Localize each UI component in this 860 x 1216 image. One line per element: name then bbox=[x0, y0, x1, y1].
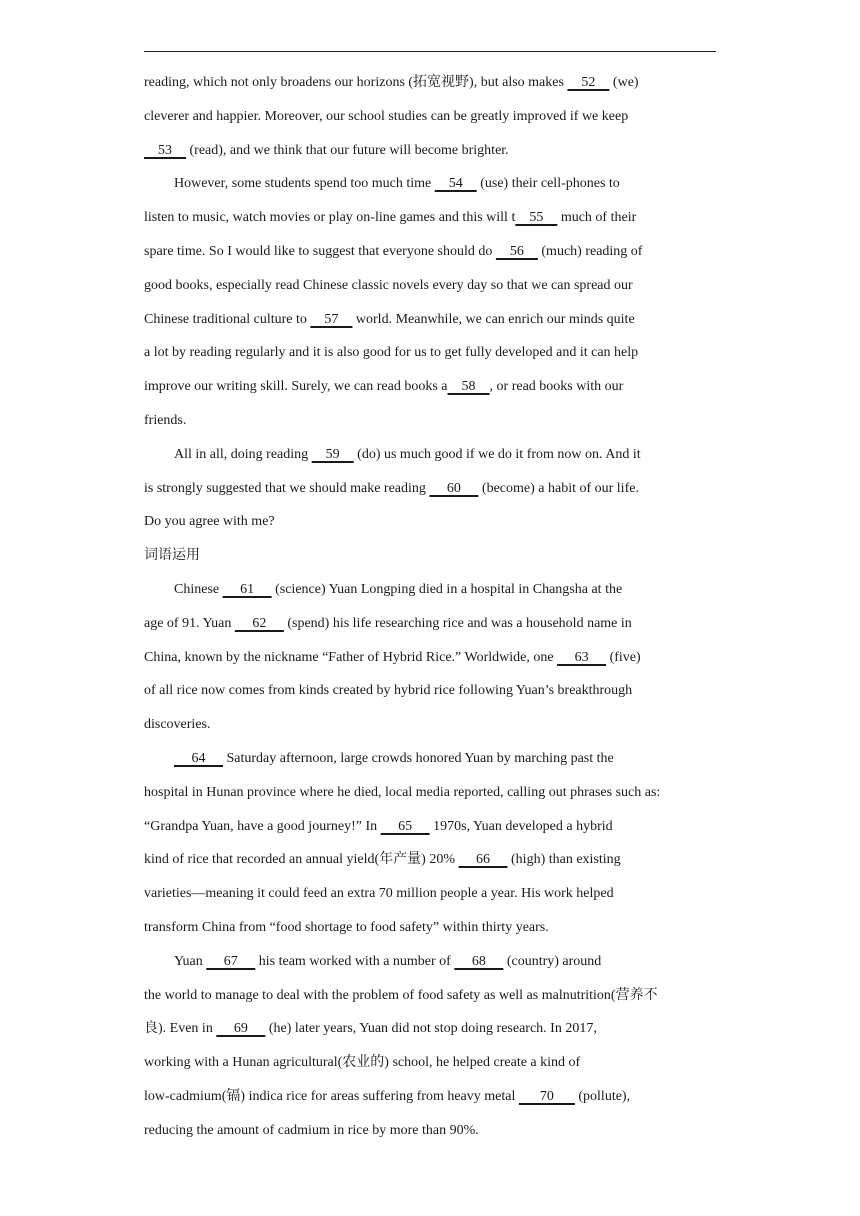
text-segment: kind of rice that recorded an annual yield(年产量) 20% bbox=[144, 852, 459, 868]
text-segment: world. Meanwhile, we can enrich our minds quite bbox=[352, 311, 635, 327]
text-segment: his team worked with a number of bbox=[255, 953, 455, 969]
text-segment: discoveries. bbox=[144, 717, 211, 733]
answer-blank: 69 bbox=[216, 1021, 266, 1037]
text-line bbox=[144, 911, 720, 945]
answer-blank: 52 bbox=[567, 75, 610, 90]
text-segment: cleverer and happier. Moreover, our school studies can be greatly improved if we keep bbox=[144, 108, 629, 124]
text-segment: (pollute), bbox=[574, 1088, 631, 1104]
text-segment: good books, especially read Chinese classic novels every day so that we can spread our bbox=[144, 277, 633, 293]
text-segment: (we) bbox=[609, 75, 639, 90]
text-segment: (he) later years, Yuan did not stop doing research. In 2017, bbox=[265, 1021, 597, 1037]
text-line bbox=[144, 979, 720, 1013]
text-segment: “Grandpa Yuan, have a good journey!” In bbox=[144, 818, 381, 834]
text-line bbox=[144, 877, 720, 911]
passage-text bbox=[144, 66, 720, 1148]
text-segment: (become) a habit of our life. bbox=[478, 480, 639, 496]
text-segment: age of 91. Yuan bbox=[144, 615, 235, 631]
text-line bbox=[144, 66, 720, 100]
answer-blank: 55 bbox=[515, 210, 558, 226]
text-segment: (do) us much good if we do it from now on. And it bbox=[353, 446, 641, 462]
text-line bbox=[144, 1114, 720, 1148]
answer-blank: 68 bbox=[454, 953, 504, 969]
text-segment: (science) Yuan Longping died in a hospital in Changsha at the bbox=[271, 581, 623, 597]
answer-blank: 57 bbox=[310, 311, 353, 327]
text-segment: improve our writing skill. Surely, we can read books a bbox=[144, 379, 448, 395]
text-segment: Chinese bbox=[174, 581, 223, 597]
text-line bbox=[144, 573, 720, 607]
text-line bbox=[144, 1046, 720, 1080]
text-line bbox=[144, 269, 720, 303]
text-segment: working with a Hunan agricultural(农业的) school, he helped create a kind of bbox=[144, 1055, 581, 1071]
text-line bbox=[144, 336, 720, 370]
text-segment: a lot by reading regularly and it is also good for us to get fully developed and it can help bbox=[144, 345, 639, 361]
text-segment: However, some students spend too much time bbox=[174, 176, 435, 192]
text-segment: low-cadmium(镉) indica rice for areas suffering from heavy metal bbox=[144, 1088, 519, 1104]
text-segment: China, known by the nickname “Father of Hybrid Rice.” Worldwide, one bbox=[144, 649, 558, 665]
text-segment: much of their bbox=[557, 210, 637, 226]
text-line bbox=[144, 303, 720, 337]
text-line bbox=[144, 843, 720, 877]
text-segment: (much) reading of bbox=[537, 243, 643, 259]
text-segment: transform China from “food shortage to food safety” within thirty years. bbox=[144, 919, 549, 935]
text-segment: , or read books with our bbox=[489, 379, 624, 395]
text-line bbox=[144, 201, 720, 235]
text-line bbox=[144, 776, 720, 810]
text-line bbox=[144, 1080, 720, 1114]
answer-blank: 70 bbox=[518, 1088, 575, 1104]
answer-blank: 67 bbox=[206, 953, 256, 969]
text-segment: (high) than existing bbox=[507, 852, 621, 868]
text-segment: friends. bbox=[144, 412, 187, 428]
text-line bbox=[144, 810, 720, 844]
text-segment: 良). Even in bbox=[144, 1021, 217, 1037]
text-segment: is strongly suggested that we should make reading bbox=[144, 480, 430, 496]
answer-blank: 66 bbox=[458, 852, 508, 868]
answer-blank: 63 bbox=[557, 649, 607, 665]
text-segment: of all rice now comes from kinds created by hybrid rice following Yuan’s breakthrough bbox=[144, 683, 633, 699]
answer-blank: 65 bbox=[380, 818, 430, 834]
answer-blank: 54 bbox=[434, 176, 477, 192]
text-segment: Chinese traditional culture to bbox=[144, 311, 311, 327]
answer-blank: 64 bbox=[174, 750, 223, 766]
text-line bbox=[144, 370, 720, 404]
text-segment: varieties—meaning it could feed an extra 70 million people a year. His work helped bbox=[144, 886, 614, 902]
answer-blank: 59 bbox=[311, 446, 354, 462]
text-segment: Yuan bbox=[174, 953, 207, 969]
answer-blank: 60 bbox=[429, 480, 479, 496]
text-segment: listen to music, watch movies or play on-line games and this will t bbox=[144, 210, 516, 226]
text-line bbox=[144, 235, 720, 269]
text-line bbox=[144, 1012, 720, 1046]
text-line bbox=[144, 742, 720, 776]
text-line bbox=[144, 100, 720, 134]
text-segment: hospital in Hunan province where he died, local media reported, calling out phrases such as: bbox=[144, 784, 661, 800]
text-segment: (country) around bbox=[503, 953, 602, 969]
text-line bbox=[144, 945, 720, 979]
text-line bbox=[144, 472, 720, 506]
text-line bbox=[144, 167, 720, 201]
text-line bbox=[144, 607, 720, 641]
text-segment: spare time. So I would like to suggest that everyone should do bbox=[144, 243, 496, 259]
text-segment: Do you agree with me? bbox=[144, 514, 275, 530]
text-segment: Saturday afternoon, large crowds honored Yuan by marching past the bbox=[223, 750, 614, 766]
text-line bbox=[144, 438, 720, 472]
text-line bbox=[144, 134, 720, 168]
answer-blank: 53 bbox=[144, 142, 186, 158]
text-line bbox=[144, 708, 720, 742]
answer-blank: 56 bbox=[495, 243, 538, 259]
text-segment: 1970s, Yuan developed a hybrid bbox=[429, 818, 613, 834]
text-segment: All in all, doing reading bbox=[174, 446, 312, 462]
text-segment: (spend) his life researching rice and was a household name in bbox=[283, 615, 632, 631]
text-line bbox=[144, 641, 720, 675]
section-heading bbox=[144, 539, 720, 573]
answer-blank: 61 bbox=[222, 581, 272, 597]
text-line bbox=[144, 674, 720, 708]
header-rule bbox=[144, 51, 716, 52]
text-segment: 词语运用 bbox=[144, 548, 200, 564]
text-segment: reducing the amount of cadmium in rice by more than 90%. bbox=[144, 1122, 479, 1138]
text-segment: reading, which not only broadens our horizons (拓宽视野), but also makes bbox=[144, 75, 568, 90]
text-segment: (use) their cell-phones to bbox=[476, 176, 620, 192]
text-segment: (read), and we think that our future will become brighter. bbox=[186, 142, 509, 158]
text-segment: the world to manage to deal with the problem of food safety as well as malnutrition(营养不 bbox=[144, 987, 658, 1003]
text-line bbox=[144, 404, 720, 438]
text-segment: (five) bbox=[606, 649, 641, 665]
text-line bbox=[144, 505, 720, 539]
answer-blank: 62 bbox=[234, 615, 284, 631]
answer-blank: 58 bbox=[447, 379, 490, 395]
